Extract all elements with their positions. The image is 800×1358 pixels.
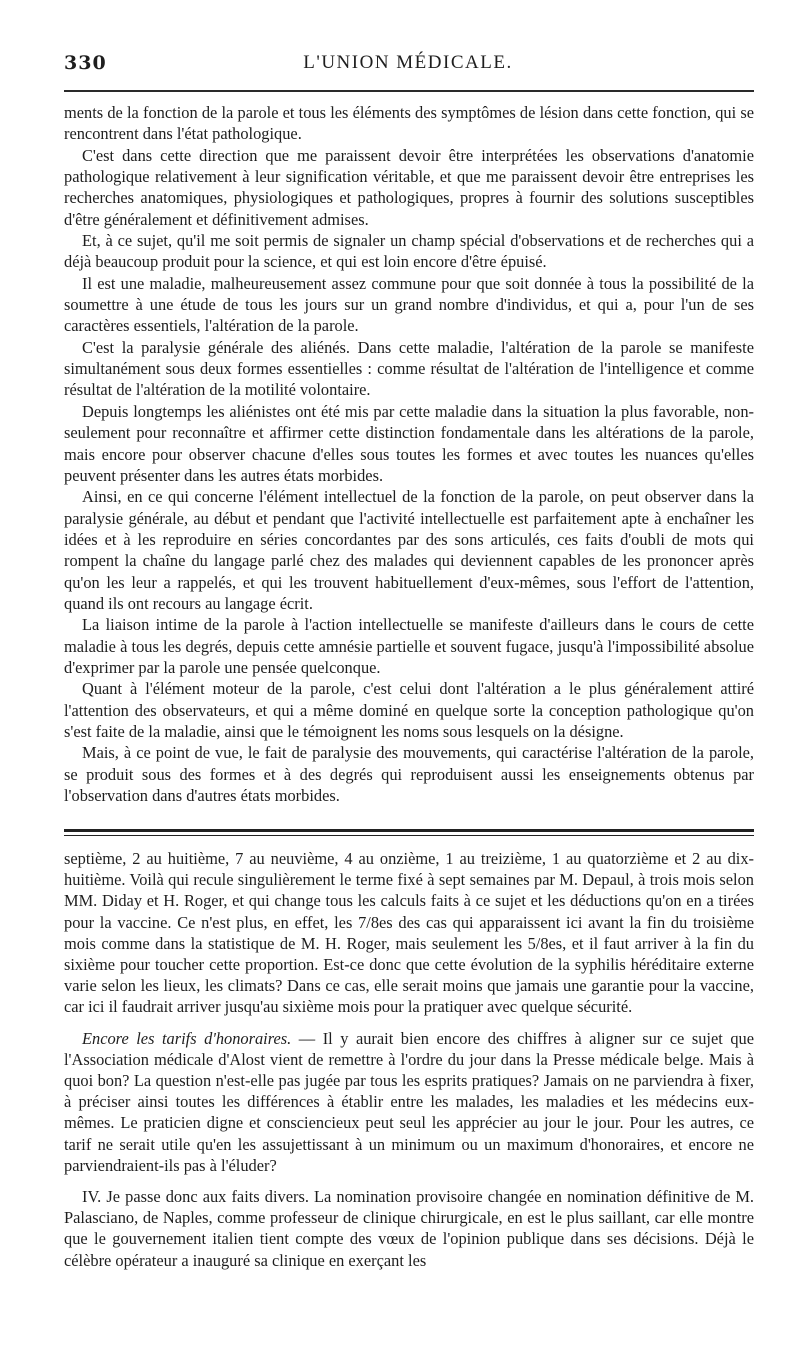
paragraph: C'est dans cette direction que me paraissent devoir être interprétées les observations d'anatomie pathologique relativement à leur signification véritable, et que me paraissent devoir être entreprises les recherches anatomiques, physiologiques et pathologiques, propres à fournir des solutions susceptibles d'être généralement et définitivement admises. bbox=[64, 145, 754, 229]
paragraph: Il est une maladie, malheureusement assez commune pour que soit donnée à tous la possibilité de la soumettre à une étude de tous les jours sur un grand nombre d'individus, et qui a, pour l'un de ses caractères essentiels, l'altération de la parole. bbox=[64, 273, 754, 336]
tarifs-text: — Il y aurait bien encore des chiffres à aligner sur ce sujet que l'Association médicale d'Alost vient de remettre à l'ordre du jour dans la Presse médicale belge. Mais à quoi bon? La question n'est-elle pas jugée par tous les esprits pratiques? Jamais on ne parviendra à fixer, à préciser ainsi toutes les différences à établir entre les malades, les maladies et les médecins eux-mêmes. Le praticien digne et consciencieux peut seul les apprécier au jour le jour. Pour les autres, ce tarif ne serait utile qu'en les assujettissant à un minimum ou un maximum d'honoraires, et encore ne parviendraient-ils pas à l'éluder? bbox=[64, 1028, 754, 1175]
paragraph: Ainsi, en ce qui concerne l'élément intellectuel de la fonction de la parole, on peut observer dans la paralysie générale, au début et pendant que l'activité intellectuelle est parfaitement apte à enchaîner les idées et à les reproduire en séries concordantes par des sons articulés, ces faits d'oubli de mots qui rompent la chaîne du langage parlé chez des malades qui deviennent capables de les prononcer après qu'on les leur a rappelés, et qui les trouvent habituellement d'eux-mêmes, sous l'effort de l'attention, quand ils ont recours au langage écrit. bbox=[64, 487, 754, 613]
tarifs-heading: Encore les tarifs d'honoraires. bbox=[82, 1028, 292, 1048]
page-header bbox=[64, 52, 752, 82]
journal-title: L'UNION MÉDICALE. bbox=[303, 52, 513, 73]
paragraph: La liaison intime de la parole à l'action intellectuelle se manifeste d'ailleurs dans le cours de cette maladie à tous les degrés, depuis cette amnésie partielle et souvent fugace, jusqu'à l'impossibilité absolue d'exprimer par la parole une pensée quelconque. bbox=[64, 615, 754, 677]
paragraph: Depuis longtemps les aliénistes ont été mis par cette maladie dans la situation la plus favorable, non-seulement pour reconnaître et affirmer cette distinction fondamentale dans les altérations de la parole, mais encore pour observer chacune d'elles sous toutes les formes et avec toutes les nuances qu'elles peuvent présenter dans les autres états morbides. bbox=[64, 401, 754, 485]
feuilleton-column bbox=[64, 848, 754, 1271]
tarifs-paragraph bbox=[64, 1028, 754, 1176]
paragraph: Quant à l'élément moteur de la parole, c'est celui dont l'altération a le plus généralement attiré l'attention des observateurs, et qui a même dominé en quelque sorte la conception pathologique qu'on s'est faite de la maladie, ainsi que le témoignent les noms sous lesquels on la désigne. bbox=[64, 679, 754, 741]
page-number: 330 bbox=[64, 52, 107, 74]
paragraph: Et, à ce sujet, qu'il me soit permis de signaler un champ spécial d'observations et de recherches qui a déjà beaucoup produit pour la science, et qui est loin encore d'être épuisé. bbox=[64, 231, 754, 272]
paragraph: ments de la fonction de la parole et tous les éléments des symptômes de lésion dans cette fonction, qui se rencontrent dans l'état pathologique. bbox=[64, 103, 754, 144]
paragraph: Mais, à ce point de vue, le fait de paralysie des mouvements, qui caractérise l'altération de la parole, se produit sous des formes et à des degrés qui reproduisent aussi les enseignements obtenus par l'observation dans d'autres états morbides. bbox=[64, 743, 754, 805]
paragraph: C'est la paralysie générale des aliénés. Dans cette maladie, l'altération de la parole se manifeste simultanément sous deux formes essentielles : comme résultat de l'altération de l'intelligence et comme résultat de l'altération de la motilité volontaire. bbox=[64, 337, 754, 400]
header-rule bbox=[64, 90, 754, 92]
section-divider-thick bbox=[64, 829, 754, 832]
section-divider-thin bbox=[64, 835, 754, 836]
paragraph: IV. Je passe donc aux faits divers. La nomination provisoire changée en nomination définitive de M. Palasciano, de Naples, comme professeur de clinique chirurgicale, en est le plus saillant, car elle montre que le gouvernement italien tient compte des vœux de l'opinion publique dans ses décisions. Déjà le célèbre opérateur a inauguré sa clinique en exerçant les bbox=[64, 1187, 754, 1270]
article-continuation bbox=[64, 102, 754, 806]
paragraph: septième, 2 au huitième, 7 au neuvième, 4 au onzième, 1 au treizième, 1 au quatorzième et 2 au dix-huitième. Voilà qui recule singulièrement le terme fixé à sept semaines par M. Depaul, à trois mois selon MM. Diday et H. Roger, et qui change tous les calculs faits à ce sujet et les déductions qu'on en a tirées pour la vaccine. Ce n'est plus, en effet, les 7/8es des cas qui apparaissent ici avant la fin du troisième mois comme dans la statistique de M. H. Roger, mais seulement les 5/8es, et il faut arriver à la fin du sixième pour toucher cette proportion. Est-ce donc que cette évolution de la syphilis héréditaire externe varie selon les lieux, les climats? Dans ce cas, elle serait moins que jamais une garantie pour la vaccine, car ici il faudrait arriver jusqu'au sixième mois pour la pratiquer avec quelque sécurité. bbox=[64, 849, 754, 1017]
